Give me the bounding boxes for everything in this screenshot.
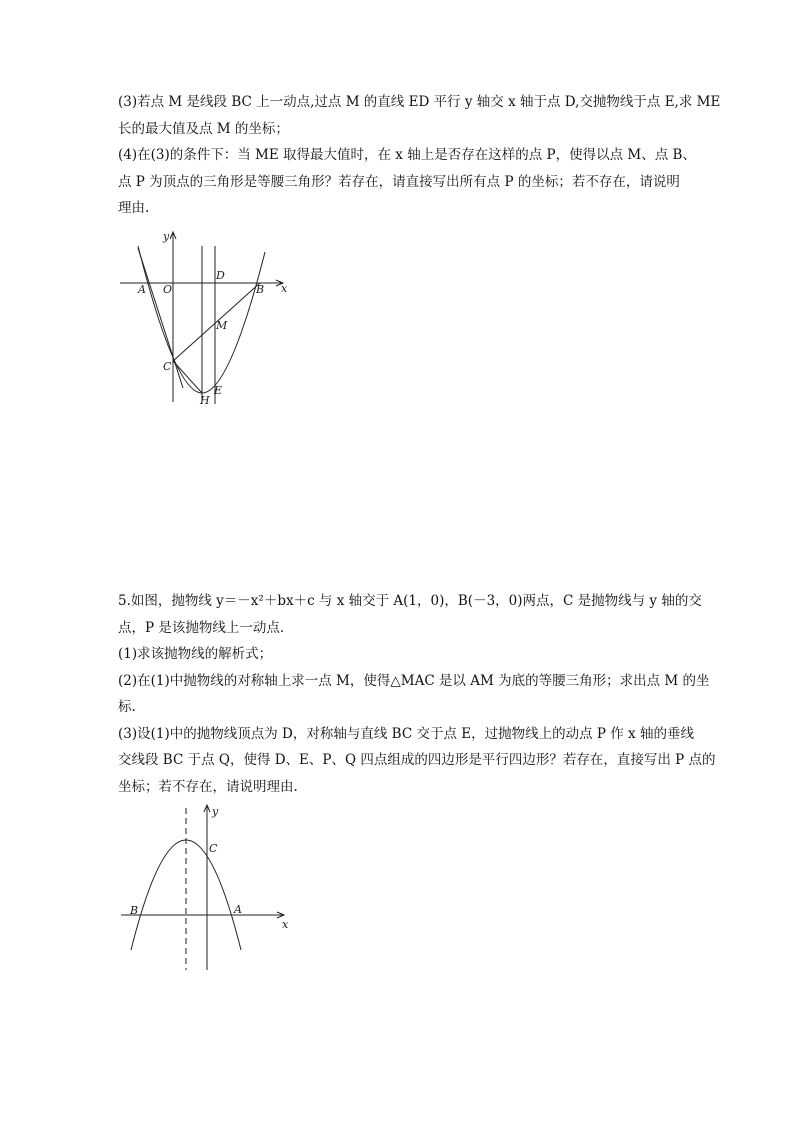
label-m: M — [216, 319, 228, 332]
label-d: D — [216, 269, 225, 282]
figure-2-parabola-diagram — [115, 800, 300, 978]
label-c: C — [209, 842, 218, 855]
label-x: x — [281, 282, 288, 295]
text-line: (3)若点 M 是线段 BC 上一动点,过点 M 的直线 ED 平行 y 轴交 x 轴于点 D,交抛物线于点 E,求 ME — [118, 94, 721, 110]
label-y: y — [163, 230, 170, 243]
text-line: 理由. — [118, 200, 150, 216]
label-o: O — [163, 283, 173, 296]
figure-1-parabola-diagram — [110, 228, 300, 410]
label-x: x — [282, 918, 289, 931]
text-line: 交线段 BC 于点 Q，使得 D、E、P、Q 四点组成的四边形是平行四边形？若存在，直接写出 P 点的 — [118, 752, 716, 768]
label-h: H — [200, 394, 210, 407]
label-a: A — [138, 283, 146, 296]
text-line: 点 P 为顶点的三角形是等腰三角形？若存在，请直接写出所有点 P 的坐标；若不存在，请说明 — [118, 173, 680, 190]
text-line: 坐标；若不存在，请说明理由. — [118, 778, 298, 795]
text-line: (1)求该抛物线的解析式； — [118, 646, 273, 662]
text-line: (2)在(1)中抛物线的对称轴上求一点 M，使得△MAC 是以 AM 为底的等腰三角形；求出点 M 的坐 — [118, 672, 710, 689]
text-line: 5.如图，抛物线 y＝－x²＋bx＋c 与 x 轴交于 A(1，0)，B(－3，0)两点，C 是抛物线与 y 轴的交 — [118, 593, 702, 609]
text-line: 标. — [118, 699, 136, 715]
label-y: y — [212, 805, 219, 818]
text-line: 长的最大值及点 M 的坐标； — [118, 120, 289, 137]
label-a: A — [234, 903, 242, 916]
label-c: C — [163, 360, 172, 373]
problem-5 — [118, 588, 716, 800]
line-ac — [138, 248, 183, 388]
text-line: 点，P 是该抛物线上一动点. — [118, 619, 285, 636]
label-e: E — [214, 384, 223, 397]
label-b: B — [256, 283, 265, 296]
text-line: (4)在(3)的条件下：当 ME 取得最大值时，在 x 轴上是否存在这样的点 P，使得以点 M、点 B、 — [118, 147, 696, 163]
text-line: (3)设(1)中的抛物线顶点为 D，对称轴与直线 BC 交于点 E，过抛物线上的动点 P 作 x 轴的垂线 — [118, 725, 694, 742]
problem-4-continuation — [118, 89, 721, 222]
label-b: B — [130, 904, 139, 917]
